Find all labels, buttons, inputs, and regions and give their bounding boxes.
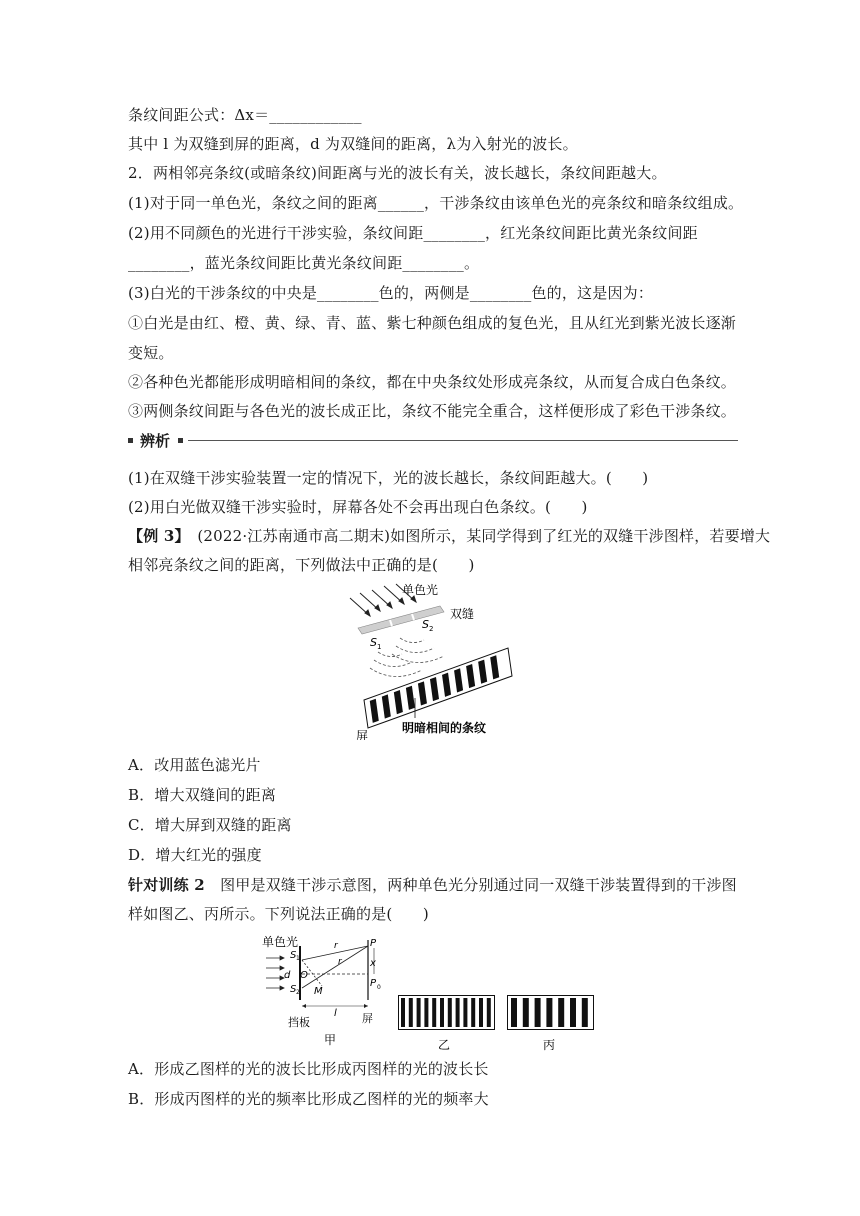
bing-bar: [558, 998, 564, 1027]
svg-text:r: r: [334, 941, 338, 951]
svg-text:1: 1: [296, 955, 300, 962]
option-c[interactable]: C．增大屏到双缝的距离: [128, 816, 292, 834]
bing-bar: [535, 998, 541, 1027]
yi-bar: [432, 998, 436, 1027]
point-2-3: (3)白光的干涉条纹的中央是________色的，两侧是________色的，这是因为：: [128, 284, 654, 302]
svg-text:x: x: [370, 958, 376, 969]
point-2: 2．两相邻亮条纹(或暗条纹)间距离与光的波长有关，波长越长，条纹间距越大。: [128, 164, 667, 182]
example-tag: 【例 3】: [128, 527, 183, 545]
judge-item-1: (1)在双缝干涉实验装置一定的情况下，光的波长越长，条纹间距越大。( ): [128, 469, 649, 487]
yi-bar: [448, 998, 452, 1027]
svg-text:2: 2: [296, 989, 300, 996]
yi-bar: [487, 998, 491, 1027]
option-b[interactable]: B．增大双缝间的距离: [128, 786, 277, 804]
figure-bing: [507, 995, 597, 1051]
formula-explanation: 其中 l 为双缝到屏的距离，d 为双缝间的距离，λ为入射光的波长。: [128, 135, 578, 153]
reason-1-a: ①白光是由红、橙、黄、绿、青、蓝、紫七种颜色组成的复色光，且从红光到紫光波长逐渐: [128, 314, 737, 332]
point-2-2-b: ________，蓝光条纹间距比黄光条纹间距________。: [128, 254, 480, 272]
training-2-line-2: 样如图乙、丙所示。下列说法正确的是( ): [128, 905, 429, 923]
svg-text:O: O: [300, 970, 308, 981]
yi-bar: [401, 998, 405, 1027]
section-title: 辨析: [140, 432, 171, 450]
point-2-2-a: (2)用不同颜色的光进行干涉实验，条纹间距________，红光条纹间距比黄光条纹间距: [128, 224, 698, 242]
svg-text:P: P: [370, 938, 377, 949]
option-d[interactable]: D．增大红光的强度: [128, 846, 262, 864]
yi-label: 乙: [438, 1038, 451, 1051]
svg-text:r: r: [338, 957, 342, 967]
yi-bar: [471, 998, 475, 1027]
yi-bar: [463, 998, 467, 1027]
svg-text:S: S: [422, 618, 429, 631]
yi-bar: [479, 998, 483, 1027]
yi-bar: [417, 998, 421, 1027]
training-2-line-1: 针对训练 2 图甲是双缝干涉示意图，两种单色光分别通过同一双缝干涉装置得到的干涉图: [128, 876, 737, 894]
figure-yi: [398, 995, 496, 1051]
jia-light-label: 单色光: [262, 935, 299, 949]
jia-arrows-icon: [266, 956, 284, 990]
reason-2: ②各种色光都能形成明暗相间的条纹，都在中央条纹处形成亮条纹，从而复合成白色条纹。: [128, 373, 737, 391]
reason-3: ③两侧条纹间距与各色光的波长成正比，条纹不能完全重合，这样便形成了彩色干涉条纹。: [128, 402, 737, 420]
svg-text:S: S: [290, 950, 297, 961]
jia-label: 甲: [324, 1033, 337, 1047]
double-slit-figure: [340, 580, 530, 740]
formula-line: 条纹间距公式：Δx＝____________: [128, 106, 362, 124]
fringe-bars: [370, 655, 499, 723]
bing-bar: [570, 998, 576, 1027]
reason-1-b: 变短。: [128, 344, 174, 362]
yi-bar: [424, 998, 428, 1027]
fringe-label: 明暗相间的条纹: [402, 721, 487, 735]
section-rule: [188, 440, 738, 441]
section-square-icon: [128, 438, 133, 443]
bing-bar: [582, 998, 588, 1027]
svg-text:S: S: [290, 984, 297, 995]
option-a[interactable]: A．改用蓝色滤光片: [128, 756, 261, 774]
svg-text:l: l: [334, 1008, 337, 1019]
svg-text:2: 2: [429, 625, 434, 633]
jia-rays: [302, 946, 368, 988]
section-dot-icon: [178, 438, 183, 443]
svg-text:0: 0: [377, 984, 381, 991]
judge-item-2: (2)用白光做双缝干涉实验时，屏幕各处不会再出现白色条纹。( ): [128, 498, 588, 516]
slit-label: 双缝: [450, 607, 475, 621]
bing-bar: [546, 998, 552, 1027]
training-option-b[interactable]: B．形成丙图样的光的频率比形成乙图样的光的频率大: [128, 1090, 489, 1108]
screen-label: 屏: [356, 729, 369, 740]
section-header-analysis: [128, 432, 738, 450]
svg-text:P: P: [370, 978, 377, 989]
jia-screen-label: 屏: [362, 1012, 373, 1025]
yi-bar: [456, 998, 460, 1027]
baffle-label: 挡板: [288, 1016, 310, 1029]
svg-text:M: M: [314, 986, 323, 997]
bing-bar: [511, 998, 517, 1027]
point-2-1: (1)对于同一单色光，条纹之间的距离______，干涉条纹由该单色光的亮条纹和暗条纹组成。: [128, 194, 744, 212]
bing-bar: [523, 998, 529, 1027]
svg-text:S: S: [370, 636, 377, 649]
figure-jia: [262, 934, 402, 1050]
yi-bar: [409, 998, 413, 1027]
training-option-a[interactable]: A．形成乙图样的光的波长比形成丙图样的光的波长长: [128, 1060, 489, 1078]
svg-text:1: 1: [377, 643, 382, 651]
bing-label: 丙: [543, 1038, 556, 1051]
example-3-line-1: 【例 3】 (2022·江苏南通市高二期末)如图所示，某同学得到了红光的双缝干涉图样，若要增大: [128, 527, 771, 545]
yi-bar: [440, 998, 444, 1027]
training-tag: 针对训练 2: [128, 876, 205, 894]
example-3-line-2: 相邻亮条纹之间的距离，下列做法中正确的是( ): [128, 556, 475, 574]
svg-text:d: d: [284, 970, 291, 981]
light-label: 单色光: [402, 583, 439, 597]
